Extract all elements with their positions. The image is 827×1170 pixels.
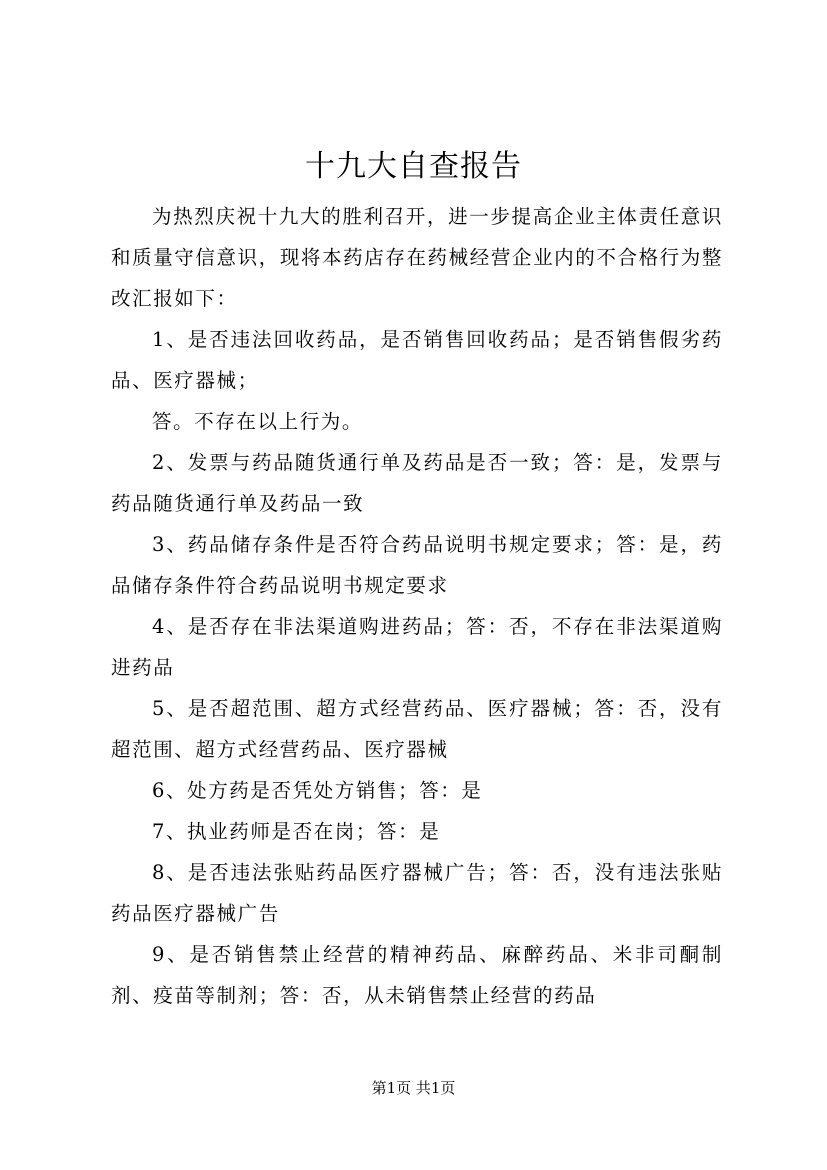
document-title: 十九大自查报告 — [305, 149, 522, 184]
item-2: 2、发票与药品随货通行单及药品是否一致；答：是，发票与药品随货通行单及药品一致 — [111, 451, 723, 515]
item-7: 7、执业药师是否在岗；答：是 — [152, 820, 441, 843]
item-1-question: 1、是否违法回收药品，是否销售回收药品；是否销售假劣药品、医疗器械； — [111, 328, 723, 392]
item-4: 4、是否存在非法渠道购进药品；答：否，不存在非法渠道购进药品 — [111, 615, 723, 679]
item-8: 8、是否违法张贴药品医疗器械广告；答：否，没有违法张贴药品医疗器械广告 — [111, 861, 723, 925]
item-5: 5、是否超范围、超方式经营药品、医疗器械；答：否，没有超范围、超方式经营药品、医疗器械 — [111, 697, 723, 761]
page-footer: 第1页 共1页 — [371, 1079, 456, 1097]
item-1-answer: 答。不存在以上行为。 — [152, 410, 364, 433]
item-6: 6、处方药是否凭处方销售；答：是 — [152, 779, 483, 802]
intro-paragraph: 为热烈庆祝十九大的胜利召开，进一步提高企业主体责任意识和质量守信意识，现将本药店存在药械经营企业内的不合格行为整改汇报如下： — [111, 205, 723, 310]
item-3: 3、药品储存条件是否符合药品说明书规定要求；答：是，药品储存条件符合药品说明书规定要求 — [111, 533, 723, 597]
document-body — [111, 196, 723, 1016]
item-9: 9、是否销售禁止经营的精神药品、麻醉药品、米非司酮制剂、疫苗等制剂；答：否，从未销售禁止经营的药品 — [111, 943, 723, 1007]
